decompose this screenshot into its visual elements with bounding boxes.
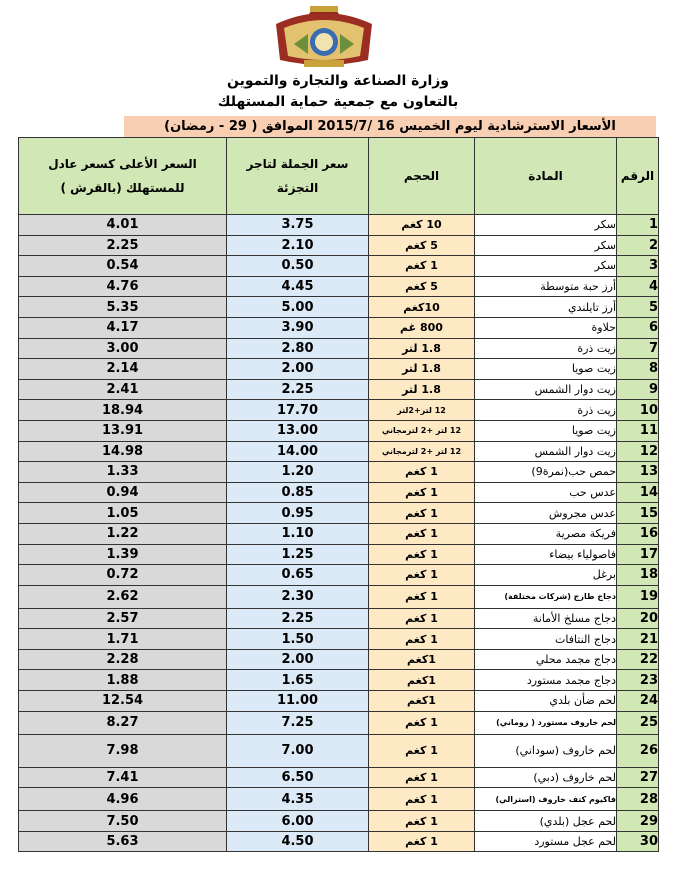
row-wholesale-price: 5.00 <box>227 297 369 318</box>
row-retail-price: 7.98 <box>19 734 227 767</box>
row-number: 7 <box>617 338 659 359</box>
row-wholesale-price: 3.75 <box>227 215 369 236</box>
header-item: المادة <box>475 138 617 215</box>
row-wholesale-price: 17.70 <box>227 400 369 421</box>
table-row <box>19 670 659 691</box>
row-number: 4 <box>617 276 659 297</box>
row-size: 1 كغم <box>369 811 475 832</box>
row-size: 1كغم <box>369 670 475 691</box>
row-size: 10كغم <box>369 297 475 318</box>
row-item: زيت ذرة <box>475 338 617 359</box>
row-wholesale-price: 0.50 <box>227 256 369 277</box>
table-row <box>19 503 659 524</box>
header-row <box>19 138 659 215</box>
table-row <box>19 811 659 832</box>
table-row <box>19 629 659 650</box>
row-size: 5 كغم <box>369 276 475 297</box>
row-size: 1.8 لتر <box>369 379 475 400</box>
header-retail-line2: للمستهلك (بالقرش ) <box>60 181 185 195</box>
row-item: لحم خاروف مستورد ( روماني) <box>475 711 617 734</box>
header-retail <box>19 138 227 215</box>
row-item: حلاوة <box>475 317 617 338</box>
table-row <box>19 297 659 318</box>
row-retail-price: 2.28 <box>19 649 227 670</box>
table-row <box>19 441 659 462</box>
row-retail-price: 2.62 <box>19 585 227 608</box>
row-item: أرز تايلندي <box>475 297 617 318</box>
row-number: 14 <box>617 482 659 503</box>
table-row <box>19 400 659 421</box>
table-row <box>19 734 659 767</box>
row-retail-price: 12.54 <box>19 691 227 712</box>
row-item: لحم عجل مستورد <box>475 831 617 852</box>
row-number: 29 <box>617 811 659 832</box>
row-item: زيت ذرة <box>475 400 617 421</box>
row-size: 1 كغم <box>369 565 475 586</box>
row-wholesale-price: 0.95 <box>227 503 369 524</box>
row-retail-price: 4.76 <box>19 276 227 297</box>
row-number: 5 <box>617 297 659 318</box>
row-number: 20 <box>617 608 659 629</box>
row-item: سكر <box>475 235 617 256</box>
row-wholesale-price: 2.80 <box>227 338 369 359</box>
table-row <box>19 482 659 503</box>
row-number: 28 <box>617 788 659 811</box>
table-row <box>19 831 659 852</box>
table-row <box>19 338 659 359</box>
row-wholesale-price: 2.25 <box>227 608 369 629</box>
row-wholesale-price: 0.85 <box>227 482 369 503</box>
row-size: 1 كغم <box>369 503 475 524</box>
row-item: دجاج مجمد محلي <box>475 649 617 670</box>
row-number: 10 <box>617 400 659 421</box>
table-row <box>19 608 659 629</box>
row-size: 1 كغم <box>369 788 475 811</box>
row-item: دجاج طازج (شركات مختلفة) <box>475 585 617 608</box>
row-retail-price: 2.57 <box>19 608 227 629</box>
row-retail-price: 1.05 <box>19 503 227 524</box>
row-wholesale-price: 1.25 <box>227 544 369 565</box>
row-retail-price: 5.63 <box>19 831 227 852</box>
row-wholesale-price: 2.00 <box>227 359 369 380</box>
prices-table <box>18 137 659 852</box>
row-item: سكر <box>475 215 617 236</box>
row-size: 1كغم <box>369 691 475 712</box>
row-size: 800 غم <box>369 317 475 338</box>
row-size: 1كغم <box>369 649 475 670</box>
row-number: 27 <box>617 767 659 788</box>
row-retail-price: 4.96 <box>19 788 227 811</box>
row-retail-price: 2.25 <box>19 235 227 256</box>
row-retail-price: 3.00 <box>19 338 227 359</box>
row-retail-price: 0.72 <box>19 565 227 586</box>
table-row <box>19 544 659 565</box>
row-size: 1 كغم <box>369 256 475 277</box>
row-item: دجاج مسلخ الأمانة <box>475 608 617 629</box>
table-row <box>19 317 659 338</box>
row-item: زيت دوار الشمس <box>475 379 617 400</box>
row-retail-price: 1.39 <box>19 544 227 565</box>
row-item: فاصولياء بيضاء <box>475 544 617 565</box>
row-size: 1 كغم <box>369 462 475 483</box>
table-row <box>19 767 659 788</box>
row-wholesale-price: 7.25 <box>227 711 369 734</box>
row-number: 23 <box>617 670 659 691</box>
row-size: 1.8 لتر <box>369 338 475 359</box>
table-row <box>19 235 659 256</box>
row-retail-price: 1.22 <box>19 523 227 544</box>
table-row <box>19 711 659 734</box>
row-number: 24 <box>617 691 659 712</box>
row-size: 1 كغم <box>369 544 475 565</box>
table-row <box>19 256 659 277</box>
row-retail-price: 5.35 <box>19 297 227 318</box>
table-row <box>19 691 659 712</box>
table-row <box>19 359 659 380</box>
table-row <box>19 379 659 400</box>
row-wholesale-price: 11.00 <box>227 691 369 712</box>
row-wholesale-price: 2.30 <box>227 585 369 608</box>
header-wholesale-line1: سعر الجملة لتاجر <box>246 157 349 171</box>
row-wholesale-price: 4.45 <box>227 276 369 297</box>
table-row <box>19 462 659 483</box>
row-size: 1 كغم <box>369 629 475 650</box>
row-number: 16 <box>617 523 659 544</box>
row-number: 21 <box>617 629 659 650</box>
ministry-title: وزارة الصناعة والتجارة والتموين <box>226 73 450 89</box>
row-retail-price: 18.94 <box>19 400 227 421</box>
header-size: الحجم <box>369 138 475 215</box>
table-body <box>19 215 659 852</box>
row-wholesale-price: 1.50 <box>227 629 369 650</box>
row-size: 12 لتر +2 لترمجاني <box>369 441 475 462</box>
row-item: لحم عجل (بلدي) <box>475 811 617 832</box>
row-wholesale-price: 1.10 <box>227 523 369 544</box>
row-retail-price: 0.54 <box>19 256 227 277</box>
row-item: سكر <box>475 256 617 277</box>
row-item: لحم خاروف (دبي) <box>475 767 617 788</box>
row-retail-price: 13.91 <box>19 420 227 441</box>
row-wholesale-price: 6.50 <box>227 767 369 788</box>
row-item: فريكة مصرية <box>475 523 617 544</box>
row-size: 1 كغم <box>369 482 475 503</box>
row-retail-price: 7.41 <box>19 767 227 788</box>
row-number: 8 <box>617 359 659 380</box>
row-item: زيت صويا <box>475 359 617 380</box>
row-wholesale-price: 2.10 <box>227 235 369 256</box>
row-retail-price: 1.88 <box>19 670 227 691</box>
row-number: 11 <box>617 420 659 441</box>
row-wholesale-price: 13.00 <box>227 420 369 441</box>
row-wholesale-price: 4.35 <box>227 788 369 811</box>
table-row <box>19 523 659 544</box>
row-retail-price: 2.41 <box>19 379 227 400</box>
row-wholesale-price: 1.20 <box>227 462 369 483</box>
table-row <box>19 649 659 670</box>
table-row <box>19 585 659 608</box>
row-size: 1 كغم <box>369 734 475 767</box>
row-wholesale-price: 2.00 <box>227 649 369 670</box>
date-bar: الأسعار الاسترشادية ليوم الخميس 16 /2015/7 الموافق ( 29 - رمضان) <box>124 116 656 137</box>
row-size: 5 كغم <box>369 235 475 256</box>
row-size: 1 كغم <box>369 711 475 734</box>
row-size: 1.8 لتر <box>369 359 475 380</box>
row-item: برغل <box>475 565 617 586</box>
row-number: 1 <box>617 215 659 236</box>
row-size: 1 كغم <box>369 523 475 544</box>
row-retail-price: 0.94 <box>19 482 227 503</box>
header-wholesale <box>227 138 369 215</box>
row-wholesale-price: 3.90 <box>227 317 369 338</box>
row-size: 1 كغم <box>369 608 475 629</box>
row-number: 26 <box>617 734 659 767</box>
row-item: عدس حب <box>475 482 617 503</box>
row-item: زيت دوار الشمس <box>475 441 617 462</box>
row-size: 1 كغم <box>369 831 475 852</box>
row-wholesale-price: 2.25 <box>227 379 369 400</box>
row-wholesale-price: 7.00 <box>227 734 369 767</box>
row-number: 25 <box>617 711 659 734</box>
header-wholesale-line2: التجزئة <box>276 181 319 195</box>
header-retail-line1: السعر الأعلى كسعر عادل <box>48 157 197 171</box>
row-item: لحم خاروف (سوداني) <box>475 734 617 767</box>
row-number: 2 <box>617 235 659 256</box>
row-wholesale-price: 0.65 <box>227 565 369 586</box>
row-wholesale-price: 6.00 <box>227 811 369 832</box>
row-item: فاكيوم كتف خاروف (استرالي) <box>475 788 617 811</box>
row-wholesale-price: 14.00 <box>227 441 369 462</box>
table-row <box>19 788 659 811</box>
table-row <box>19 565 659 586</box>
row-number: 3 <box>617 256 659 277</box>
row-retail-price: 8.27 <box>19 711 227 734</box>
row-wholesale-price: 1.65 <box>227 670 369 691</box>
table-row <box>19 276 659 297</box>
row-item: عدس مجروش <box>475 503 617 524</box>
row-number: 22 <box>617 649 659 670</box>
table-row <box>19 420 659 441</box>
row-item: لحم ضأن بلدي <box>475 691 617 712</box>
row-number: 6 <box>617 317 659 338</box>
row-number: 19 <box>617 585 659 608</box>
row-size: 12 لتر+2لتر <box>369 400 475 421</box>
row-retail-price: 4.01 <box>19 215 227 236</box>
row-size: 12 لتر +2 لترمجاني <box>369 420 475 441</box>
row-retail-price: 1.33 <box>19 462 227 483</box>
table-row <box>19 215 659 236</box>
row-item: حمص حب(نمرة9) <box>475 462 617 483</box>
partner-subtitle: بالتعاون مع جمعية حماية المستهلك <box>217 94 459 110</box>
row-wholesale-price: 4.50 <box>227 831 369 852</box>
row-retail-price: 7.50 <box>19 811 227 832</box>
row-retail-price: 1.71 <box>19 629 227 650</box>
row-retail-price: 2.14 <box>19 359 227 380</box>
header-num: الرقم <box>617 138 659 215</box>
row-number: 17 <box>617 544 659 565</box>
row-size: 1 كغم <box>369 767 475 788</box>
row-item: أرز حبة متوسطة <box>475 276 617 297</box>
row-number: 30 <box>617 831 659 852</box>
row-number: 15 <box>617 503 659 524</box>
row-retail-price: 4.17 <box>19 317 227 338</box>
row-number: 13 <box>617 462 659 483</box>
row-number: 12 <box>617 441 659 462</box>
row-size: 1 كغم <box>369 585 475 608</box>
row-number: 9 <box>617 379 659 400</box>
row-item: زيت صويا <box>475 420 617 441</box>
row-item: دجاج النتافات <box>475 629 617 650</box>
row-size: 10 كغم <box>369 215 475 236</box>
coat-of-arms-emblem <box>264 4 384 70</box>
row-retail-price: 14.98 <box>19 441 227 462</box>
row-item: دجاج مجمد مستورد <box>475 670 617 691</box>
row-number: 18 <box>617 565 659 586</box>
